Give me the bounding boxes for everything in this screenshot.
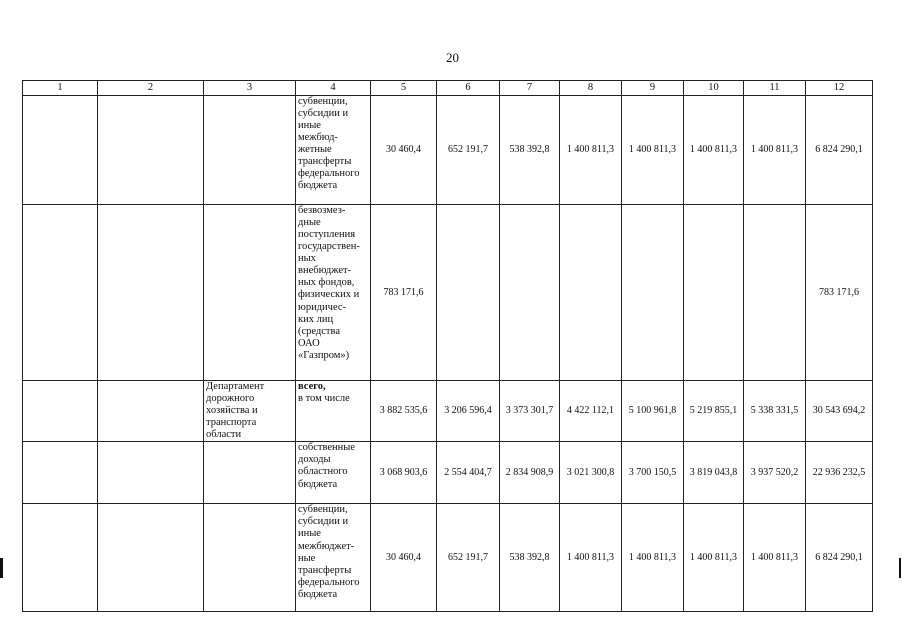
department-cell	[204, 96, 296, 205]
funding-source-line: иные	[298, 120, 321, 132]
amount-cell: 30 460,4	[371, 96, 437, 205]
column-header: 6	[437, 81, 500, 96]
amount-cell: 538 392,8	[500, 96, 560, 205]
funding-source-line: ные	[298, 552, 316, 564]
amount-cell: 30 460,4	[371, 504, 437, 612]
funding-source-line: ных фондов,	[298, 277, 355, 289]
amount-cell	[744, 205, 806, 381]
amount-cell: 6 824 290,1	[806, 96, 873, 205]
funding-source-line: межбюджет-	[298, 540, 355, 552]
amount-cell	[684, 205, 744, 381]
funding-source-line: жетные	[298, 144, 332, 156]
department-cell	[204, 205, 296, 381]
funding-source-line: «Газпром»)	[298, 349, 350, 361]
funding-source-line: бюджета	[298, 588, 338, 600]
amount-cell	[437, 205, 500, 381]
scan-edge-mark	[0, 558, 3, 578]
funding-source-line: бюджета	[298, 478, 338, 490]
amount-cell	[500, 205, 560, 381]
column-header: 7	[500, 81, 560, 96]
column-header: 5	[371, 81, 437, 96]
amount-cell: 1 400 811,3	[744, 96, 806, 205]
amount-cell: 3 700 150,5	[622, 442, 684, 504]
column-header: 12	[806, 81, 873, 96]
funding-source-line: дные	[298, 217, 321, 229]
amount-cell: 3 206 596,4	[437, 381, 500, 442]
amount-cell: 3 373 301,7	[500, 381, 560, 442]
funding-source-line: физических и	[298, 289, 360, 301]
amount-cell: 783 171,6	[806, 205, 873, 381]
header-row	[23, 81, 873, 96]
funding-source-cell	[296, 96, 371, 205]
department-line: дорожного	[206, 393, 255, 405]
column-header: 9	[622, 81, 684, 96]
funding-source-line: в том числе	[298, 393, 350, 405]
department-line: области	[206, 429, 242, 441]
funding-source-line: юридичес-	[298, 301, 347, 313]
amount-cell: 652 191,7	[437, 504, 500, 612]
department-cell	[204, 442, 296, 504]
column-header: 2	[98, 81, 204, 96]
amount-cell: 2 554 404,7	[437, 442, 500, 504]
amount-cell: 783 171,6	[371, 205, 437, 381]
amount-cell: 1 400 811,3	[684, 96, 744, 205]
table-row	[23, 96, 873, 205]
empty-cell	[98, 96, 204, 205]
funding-source-line: субсидии и	[298, 516, 349, 528]
department-line: хозяйства и	[206, 405, 258, 417]
column-header: 4	[296, 81, 371, 96]
amount-cell	[622, 205, 684, 381]
table-row	[23, 504, 873, 612]
funding-source-line: межбюд-	[298, 132, 338, 144]
scan-edge-mark	[899, 558, 901, 578]
column-header: 11	[744, 81, 806, 96]
funding-source-cell	[296, 205, 371, 381]
funding-source-line: трансферты	[298, 564, 352, 576]
amount-cell: 1 400 811,3	[560, 504, 622, 612]
amount-cell: 1 400 811,3	[560, 96, 622, 205]
amount-cell: 538 392,8	[500, 504, 560, 612]
table-row	[23, 442, 873, 504]
funding-source-line: государствен-	[298, 241, 360, 253]
funding-source-line: федерального	[298, 168, 360, 180]
empty-cell	[98, 442, 204, 504]
funding-source-line: (средства	[298, 325, 340, 337]
funding-source-cell	[296, 442, 371, 504]
empty-cell	[23, 504, 98, 612]
column-header: 1	[23, 81, 98, 96]
funding-source-total-label: всего,	[298, 381, 326, 392]
amount-cell: 3 021 300,8	[560, 442, 622, 504]
empty-cell	[23, 442, 98, 504]
funding-source-line: поступления	[298, 229, 356, 241]
amount-cell: 1 400 811,3	[622, 504, 684, 612]
funding-source-line: субвенции,	[298, 96, 348, 107]
amount-cell: 1 400 811,3	[684, 504, 744, 612]
empty-cell	[98, 381, 204, 442]
department-cell	[204, 381, 296, 442]
page-number: 20	[446, 50, 459, 65]
funding-source-cell	[296, 381, 371, 442]
department-line: Департамент	[206, 381, 265, 392]
funding-source-line: ных	[298, 253, 316, 265]
funding-source-line: бюджета	[298, 180, 338, 192]
amount-cell: 4 422 112,1	[560, 381, 622, 442]
funding-source-line: областного	[298, 466, 348, 478]
funding-source-line: субвенции,	[298, 504, 348, 516]
table-row	[23, 205, 873, 381]
amount-cell: 3 068 903,6	[371, 442, 437, 504]
amount-cell	[560, 205, 622, 381]
empty-cell	[98, 205, 204, 381]
funding-source-line: трансферты	[298, 156, 352, 168]
amount-cell: 30 543 694,2	[806, 381, 873, 442]
amount-cell: 3 819 043,8	[684, 442, 744, 504]
funding-source-line: субсидии и	[298, 108, 349, 120]
amount-cell: 6 824 290,1	[806, 504, 873, 612]
amount-cell: 3 937 520,2	[744, 442, 806, 504]
amount-cell: 1 400 811,3	[744, 504, 806, 612]
funding-source-line: доходы	[298, 454, 331, 466]
column-header: 10	[684, 81, 744, 96]
amount-cell: 22 936 232,5	[806, 442, 873, 504]
funding-source-line: ОАО	[298, 337, 320, 349]
funding-source-line: собственные	[298, 442, 356, 454]
funding-source-line: безвозмез-	[298, 205, 346, 216]
funding-source-cell	[296, 504, 371, 612]
column-header: 3	[204, 81, 296, 96]
amount-cell: 2 834 908,9	[500, 442, 560, 504]
amount-cell: 5 338 331,5	[744, 381, 806, 442]
amount-cell: 5 219 855,1	[684, 381, 744, 442]
department-line: транспорта	[206, 417, 257, 429]
funding-source-line: внебюджет-	[298, 265, 352, 277]
amount-cell: 652 191,7	[437, 96, 500, 205]
funding-source-line: федерального	[298, 576, 360, 588]
funding-source-line: иные	[298, 528, 321, 540]
funding-source-line: ких лиц	[298, 313, 334, 325]
empty-cell	[98, 504, 204, 612]
department-cell	[204, 504, 296, 612]
budget-table	[22, 80, 873, 612]
amount-cell: 3 882 535,6	[371, 381, 437, 442]
empty-cell	[23, 96, 98, 205]
amount-cell: 5 100 961,8	[622, 381, 684, 442]
empty-cell	[23, 205, 98, 381]
table-row	[23, 381, 873, 442]
amount-cell: 1 400 811,3	[622, 96, 684, 205]
empty-cell	[23, 381, 98, 442]
column-header: 8	[560, 81, 622, 96]
